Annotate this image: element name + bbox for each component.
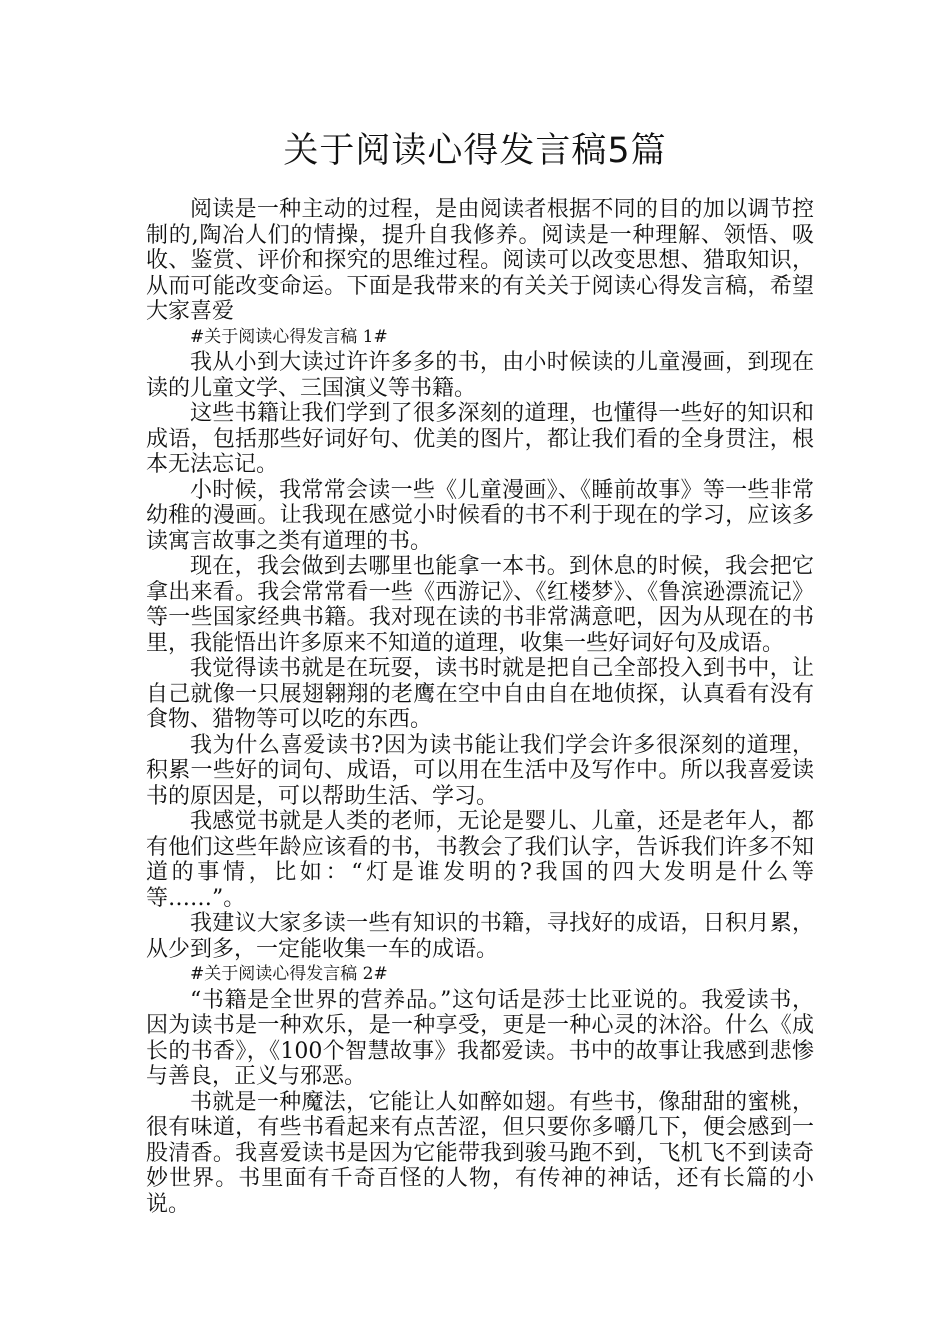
paragraph: 我觉得读书就是在玩耍，读书时就是把自己全部投入到书中，让自己就像一只展翅翱翔的老鹰在空中自由自在地侦探，认真看有没有食物、猎物等可以吃的东西。 — [146, 656, 814, 732]
intro-paragraph: 阅读是一种主动的过程，是由阅读者根据不同的目的加以调节控制的,陶冶人们的情操，提升自我修养。阅读是一种理解、领悟、吸收、鉴赏、评价和探究的思维过程。阅读可以改变思想、猎取知识，从而可能改变命运。下面是我带来的有关关于阅读心得发言稿，希望大家喜爱 — [146, 197, 814, 324]
paragraph: 小时候，我常常会读一些《儿童漫画》、《睡前故事》等一些非常幼稚的漫画。让我现在感觉小时候看的书不利于现在的学习，应该多读寓言故事之类有道理的书。 — [146, 477, 814, 554]
section-heading-2: #关于阅读心得发言稿 2# — [190, 964, 388, 984]
paragraph: 书就是一种魔法，它能让人如醉如翅。有些书，像甜甜的蜜桃，很有味道，有些书看起来有点苦涩，但只要你多嚼几下，便会感到一股清香。我喜爱读书是因为它能带我到骏马跑不到，飞机飞不到读奇妙世界。书里面有千奇百怪的人物，有传神的神话，还有长篇的小说。 — [146, 1089, 814, 1217]
paragraph: 现在，我会做到去哪里也能拿一本书。到休息的时候，我会把它拿出来看。我会常常看一些《西游记》、《红楼梦》、《鲁滨逊漂流记》等一些国家经典书籍。我对现在读的书非常满意吧，因为从现在的书里，我能悟出许多原来不知道的道理，收集一些好词好句及成语。 — [146, 554, 814, 656]
paragraph: 我感觉书就是人类的老师，无论是婴儿、儿童，还是老年人，都有他们这些年龄应该看的书，书教会了我们认字，告诉我们许多不知道的事情，比如：“灯是谁发明的?我国的四大发明是什么等等……”。 — [146, 809, 814, 911]
document-body — [146, 197, 814, 1217]
paragraph: 我从小到大读过许许多多的书，由小时候读的儿童漫画，到现在读的儿童文学、三国演义等书籍。 — [146, 350, 814, 401]
section-heading-1: #关于阅读心得发言稿 1# — [190, 326, 388, 347]
paragraph: 我建议大家多读一些有知识的书籍，寻找好的成语，日积月累，从少到多，一定能收集一车的成语。 — [146, 911, 814, 962]
paragraph: 我为什么喜爱读书?因为读书能让我们学会许多很深刻的道理，积累一些好的词句、成语，可以用在生活中及写作中。所以我喜爱读书的原因是，可以帮助生活、学习。 — [146, 732, 814, 809]
paragraph: 这些书籍让我们学到了很多深刻的道理，也懂得一些好的知识和成语，包括那些好词好句、优美的图片，都让我们看的全身贯注，根本无法忘记。 — [146, 401, 814, 477]
paragraph: “书籍是全世界的营养品。”这句话是莎士比亚说的。我爱读书，因为读书是一种欢乐，是一种享受，更是一种心灵的沐浴。什么《成长的书香》，《100个智慧故事》我都爱读。书中的故事让我感到悲惨与善良，正义与邪恶。 — [146, 987, 814, 1089]
document-title: 关于阅读心得发言稿5篇 — [283, 131, 667, 171]
